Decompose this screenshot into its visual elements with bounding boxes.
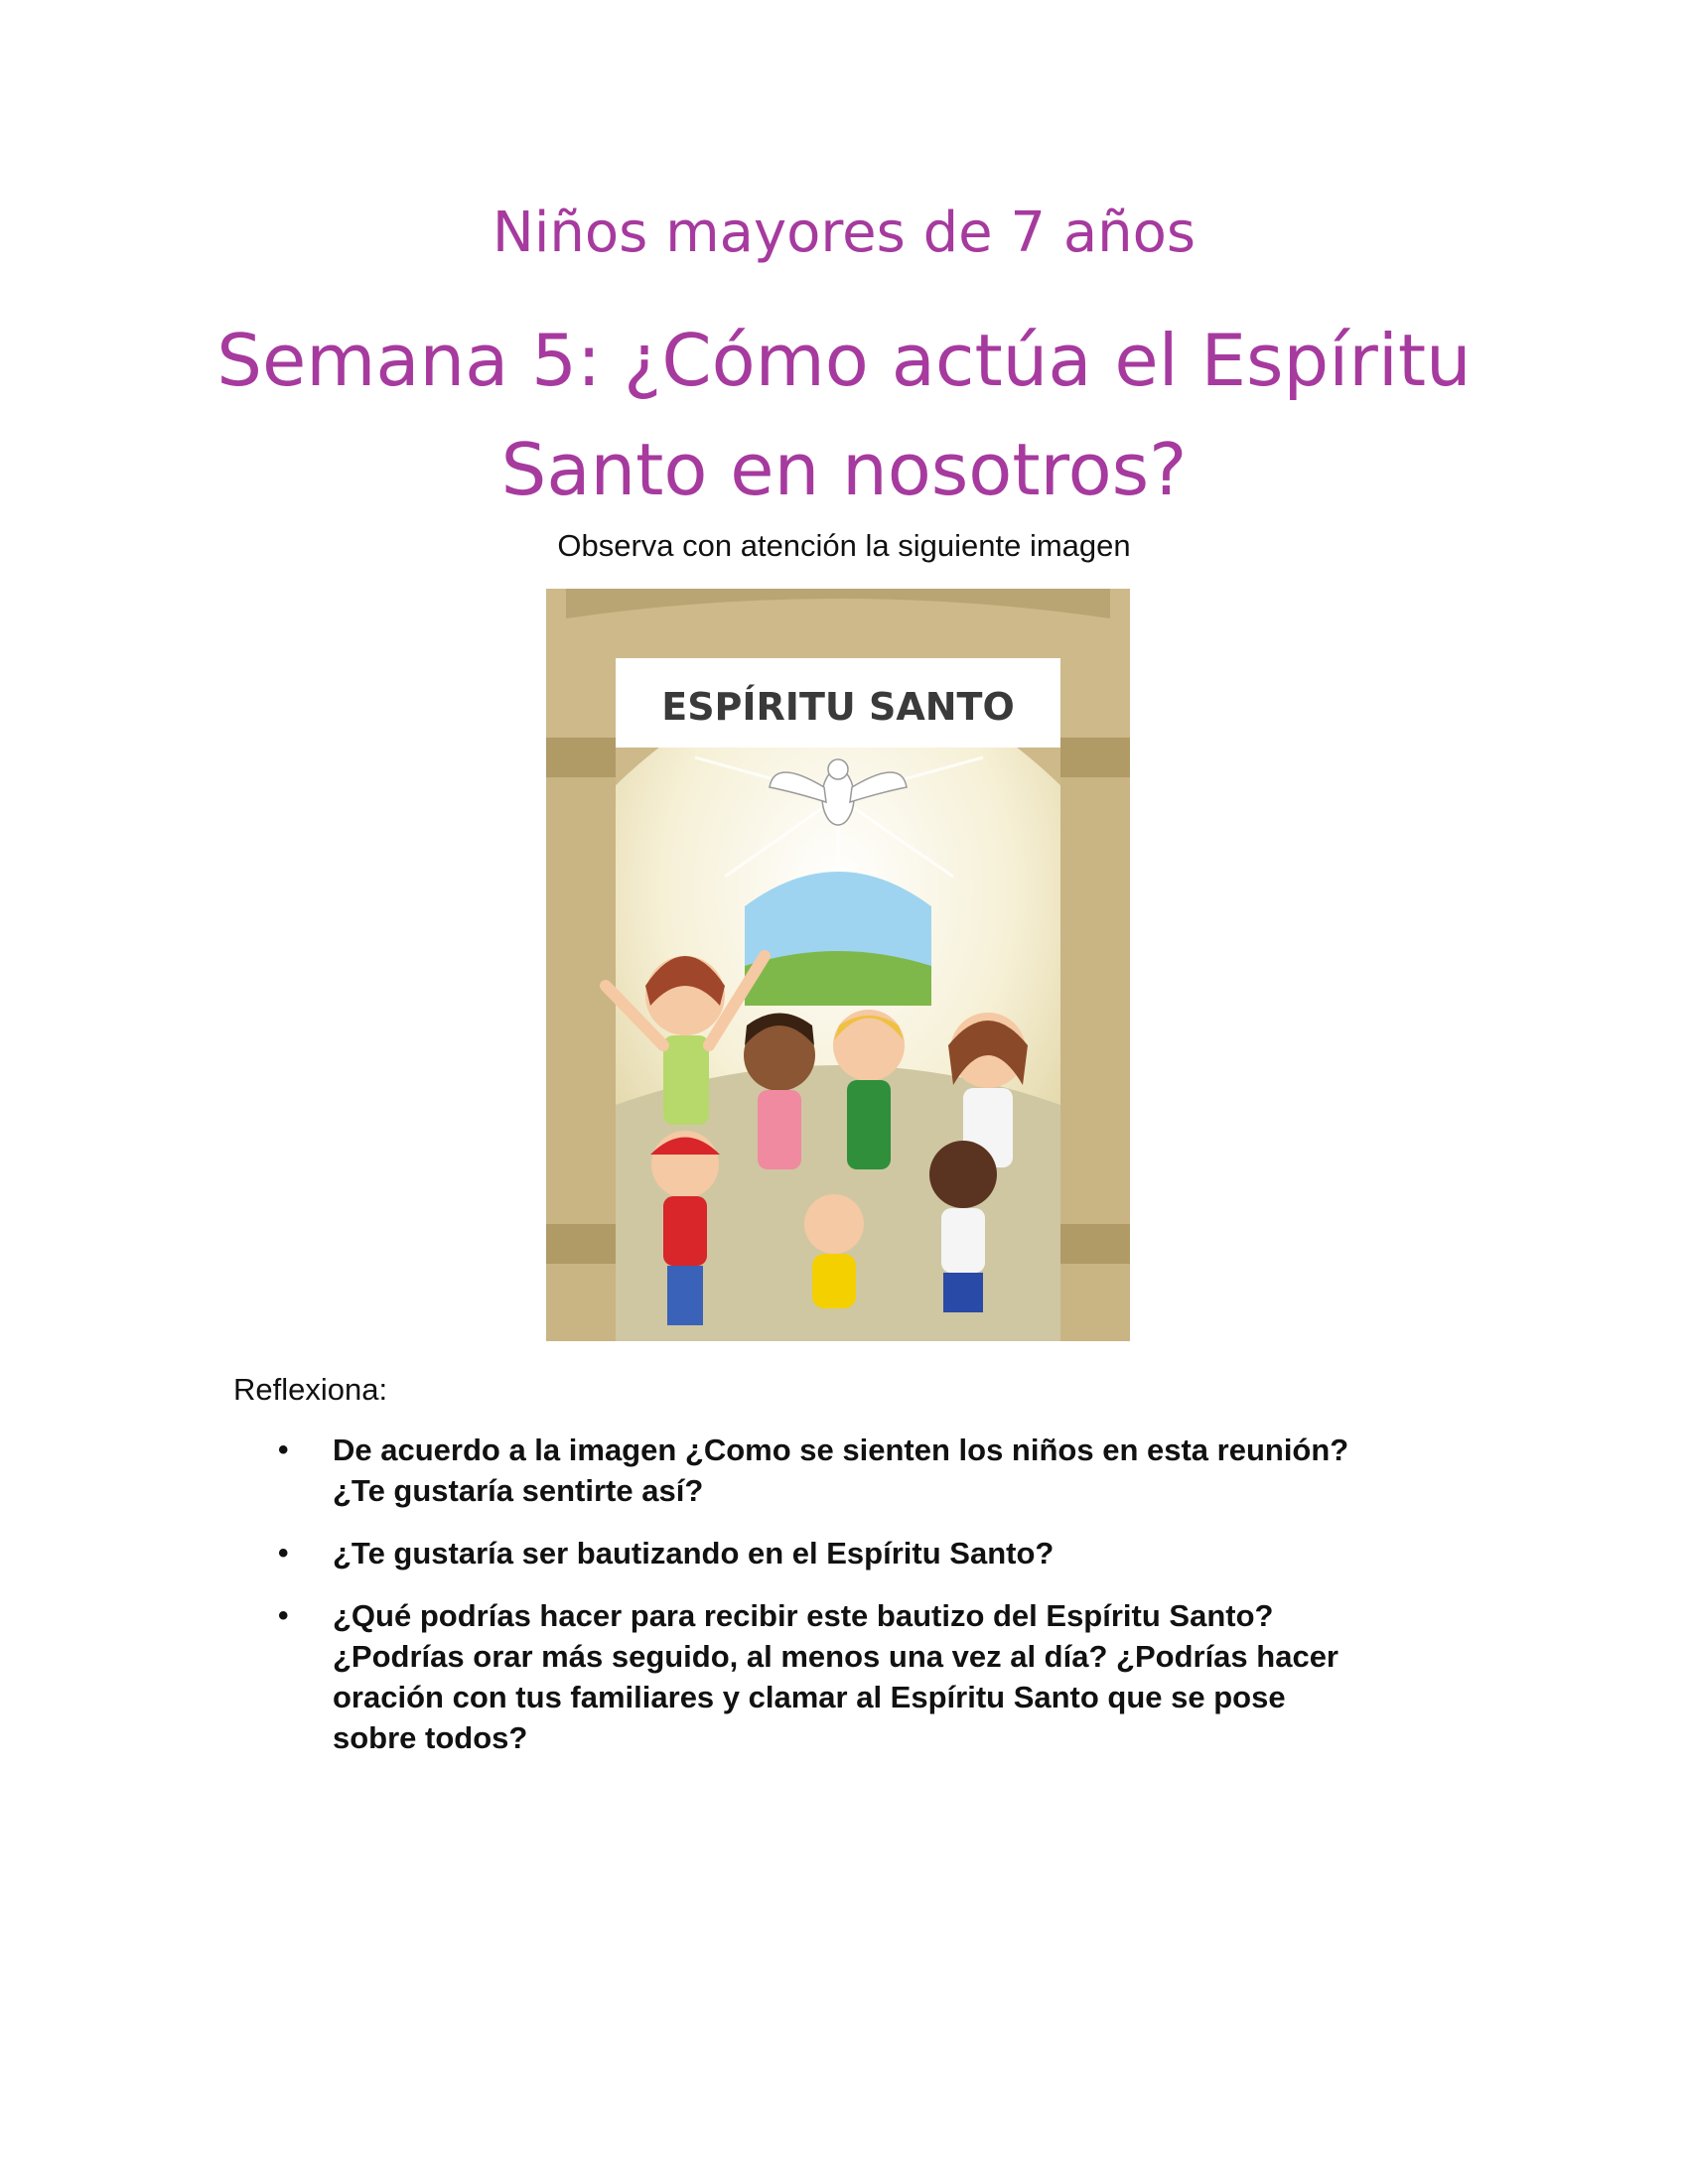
- bullet-icon: •: [278, 1537, 289, 1570]
- instruction-text: Observa con atención la siguiente imagen: [557, 528, 1131, 563]
- question-item: [278, 1430, 1450, 1511]
- week-title-line-1: Semana 5: ¿Cómo actúa el Espíritu: [216, 319, 1472, 402]
- reflection-questions: [278, 1430, 1450, 1780]
- holy-spirit-illustration: [546, 589, 1130, 1341]
- question-line: ¿Te gustaría sentirte así?: [333, 1473, 704, 1508]
- question-line: De acuerdo a la imagen ¿Como se sienten los niños en esta reunión?: [333, 1433, 1349, 1467]
- question-item: [278, 1533, 1450, 1573]
- week-title: [199, 306, 1489, 524]
- question-line: oración con tus familiares y clamar al Espíritu Santo que se pose: [333, 1680, 1286, 1714]
- window-grass: [745, 951, 931, 1006]
- question-line: ¿Podrías orar más seguido, al menos una vez al día? ¿Podrías hacer: [333, 1639, 1338, 1674]
- banner-text: ESPÍRITU SANTO: [661, 685, 1015, 729]
- reflect-label: Reflexiona:: [233, 1372, 388, 1407]
- question-line: sobre todos?: [333, 1720, 528, 1755]
- question-line: ¿Qué podrías hacer para recibir este bautizo del Espíritu Santo?: [333, 1598, 1274, 1633]
- illustration-svg: [546, 589, 1130, 1341]
- question-item: [278, 1595, 1450, 1758]
- age-group-heading: Niños mayores de 7 años: [492, 201, 1196, 265]
- week-title-line-2: Santo en nosotros?: [500, 428, 1188, 511]
- bullet-icon: •: [278, 1433, 289, 1466]
- bullet-icon: •: [278, 1599, 289, 1632]
- question-line: ¿Te gustaría ser bautizando en el Espíritu Santo?: [333, 1536, 1055, 1570]
